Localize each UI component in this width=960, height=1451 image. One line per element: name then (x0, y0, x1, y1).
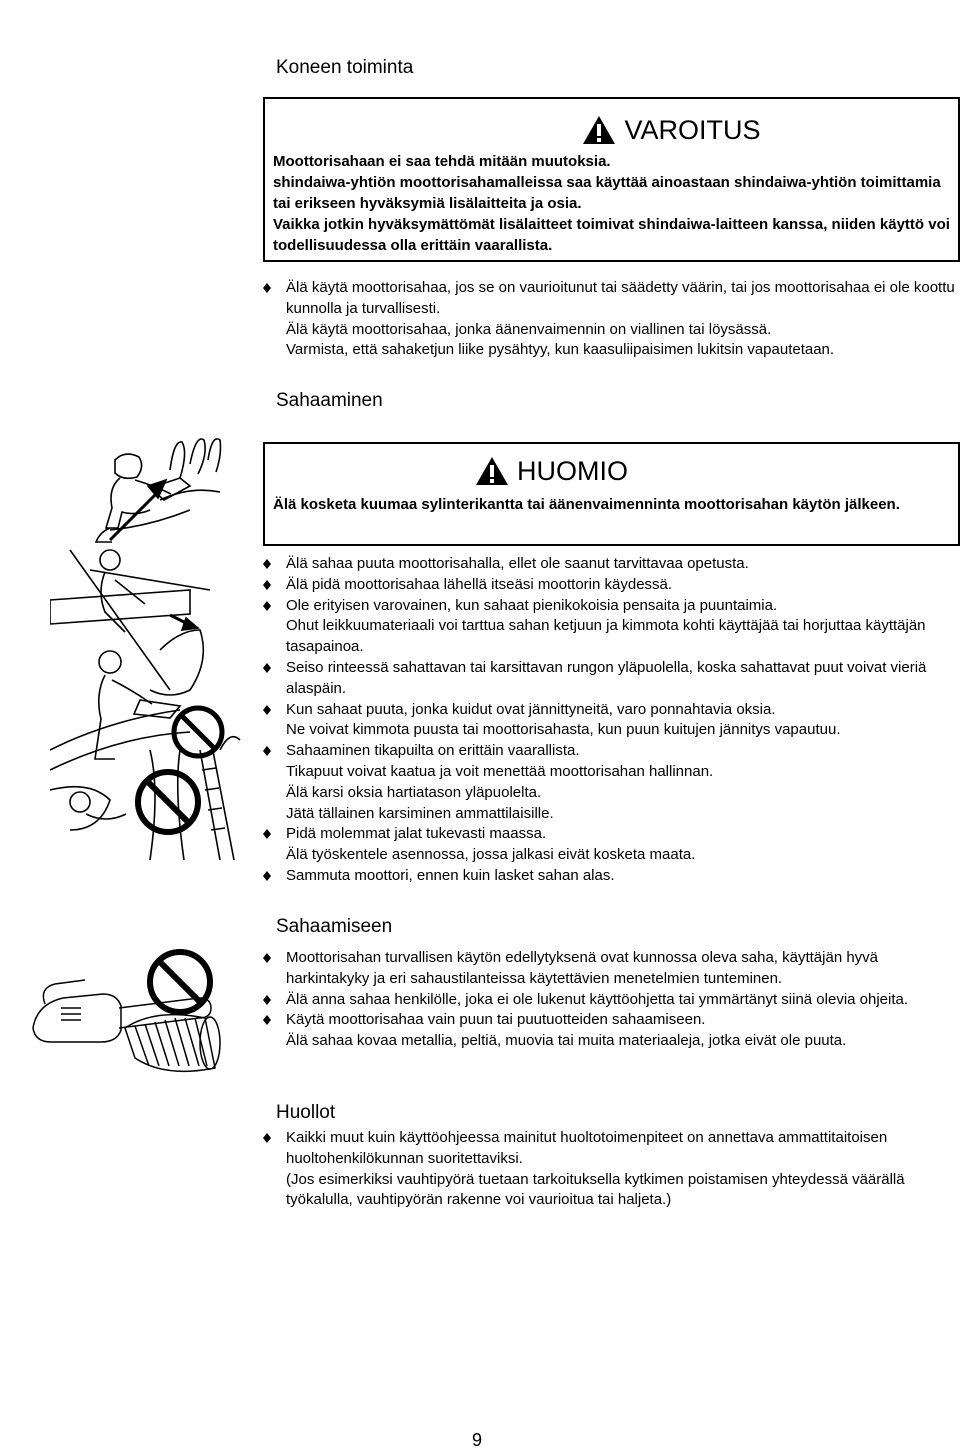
bullet-list-huollot (262, 1128, 960, 1211)
list-item-text: Älä anna sahaa henkilölle, joka ei ole lukenut käyttöohjetta tai ymmärtänyt siinä olevia ohjeita. (286, 990, 909, 1008)
list-item-text: Sammuta moottori, ennen kuin lasket sahan alas. (286, 866, 615, 884)
diamond-bullet-icon (262, 828, 272, 840)
list-item-continuation: Ohut leikkuumateriaali voi tarttua sahan ketjuun ja kimmota kohti käyttäjää tai horjuttaa käyttäjän tasapainoa. (286, 617, 926, 656)
prohibition-icon (150, 952, 210, 1012)
list-item (262, 990, 960, 1011)
section-title-koneen-toiminta: Koneen toiminta (276, 57, 414, 78)
warning-line: shindaiwa-yhtiön moottorisahamalleissa saa käyttää ainoastaan shindaiwa-yhtiön toimittamia tai erikseen hyväksymiä lisälaitteita ja osia. (273, 174, 941, 212)
list-item-text: Kun sahaat puuta, jonka kuidut ovat jännittyneitä, varo ponnahtavia oksia. (286, 700, 776, 718)
list-item-continuation: Ne voivat kimmota puusta tai moottorisahasta, kun puun kuitujen jännitys vapautuu. (286, 721, 841, 739)
section-title-sahaamiseen: Sahaamiseen (276, 916, 393, 937)
list-item-text: Käytä moottorisahaa vain puun tai puutuotteiden sahaamiseen. (286, 1011, 706, 1029)
bullet-list-sahaamiseen (262, 948, 960, 1052)
list-item-continuation: Jätä tällainen karsiminen ammattilaisille. (286, 804, 554, 822)
list-item-continuation: Älä käytä moottorisahaa, jonka äänenvaimennin on viallinen tai löysässä. (286, 320, 772, 338)
diamond-bullet-icon (262, 558, 272, 570)
list-item (262, 575, 960, 596)
diamond-bullet-icon (262, 579, 272, 591)
list-item-continuation: Älä sahaa kovaa metallia, peltiä, muovia tai muita materiaaleja, jotka eivät ole puuta. (286, 1032, 847, 1050)
section-title-sahaaminen: Sahaaminen (276, 390, 383, 411)
list-item-continuation: (Jos esimerkiksi vauhtipyörä tuetaan tarkoituksella kytkimen poistamisen yhteydessä väärällä työkalulla, vauhtipyörän rakenne voi vaurioitua tai haljeta.) (286, 1170, 905, 1209)
caution-heading-text: HUOMIO (517, 456, 628, 486)
caution-box (263, 442, 960, 546)
warning-box (263, 97, 960, 262)
list-item (262, 596, 960, 658)
warning-triangle-icon (582, 115, 616, 145)
list-item (262, 554, 960, 575)
list-item (262, 1010, 960, 1052)
list-item-text: Älä pidä moottorisahaa lähellä itseäsi moottorin käydessä. (286, 575, 673, 593)
list-item (262, 948, 960, 990)
list-item (262, 700, 960, 742)
warning-line: Vaikka jotkin hyväksymättömät lisälaitteet toimivat shindaiwa-laitteen kanssa, niiden käyttö voi todellisuudessa olla erittäin vaarallista. (273, 216, 950, 254)
list-item-continuation: Älä karsi oksia hartiatason yläpuolelta. (286, 783, 542, 801)
bullet-list-sahaaminen (262, 554, 960, 887)
list-item-text: Seiso rinteessä sahattavan tai karsittavan rungon yläpuolella, koska sahattavat puut voivat vieriä alaspäin. (286, 658, 927, 697)
diamond-bullet-icon (262, 662, 272, 674)
list-item (262, 741, 960, 824)
diamond-bullet-icon (262, 870, 272, 882)
sawing-safety-illustration (50, 430, 255, 860)
prohibition-icon (138, 772, 198, 832)
list-item (262, 866, 960, 887)
list-item-text: Älä käytä moottorisahaa, jos se on vaurioitunut tai säädetty väärin, tai jos moottorisahaa ei ole koottu kunnolla ja turvallisesti. (286, 279, 955, 317)
list-item-text: Ole erityisen varovainen, kun sahaat pienikokoisia pensaita ja puuntaimia. (286, 596, 778, 614)
diamond-bullet-icon (262, 600, 272, 612)
warning-heading-text: VAROITUS (624, 115, 761, 145)
warning-triangle-icon (475, 456, 509, 486)
page-number: 9 (472, 1430, 483, 1450)
diamond-bullet-icon (262, 704, 272, 716)
diamond-bullet-icon (262, 745, 272, 757)
list-item-text: Sahaaminen tikapuilta on erittäin vaarallista. (286, 742, 580, 760)
list-item (262, 824, 960, 866)
list-item-continuation: Tikapuut voivat kaatua ja voit menettää moottorisahan hallinnan. (286, 762, 714, 780)
diamond-bullet-icon (262, 1132, 272, 1144)
diamond-bullet-icon (262, 952, 272, 964)
caution-text: Älä kosketa kuumaa sylinterikantta tai äänenvaimenninta moottorisahan käytön jälkeen. (273, 496, 900, 513)
chainsaw-cutting-pipe-illustration (25, 948, 250, 1078)
list-item-text: Älä sahaa puuta moottorisahalla, ellet ole saanut tarvittavaa opetusta. (286, 555, 749, 572)
diamond-bullet-icon (262, 1014, 272, 1026)
section-title-huollot: Huollot (276, 1102, 336, 1123)
list-item (262, 278, 960, 361)
list-item-text: Moottorisahan turvallisen käytön edellytyksenä ovat kunnossa oleva saha, käyttäjän hyvä harkintakyky ja eri sahaustilanteissa käytettävien menetelmien tunteminen. (286, 949, 879, 987)
list-item (262, 1128, 960, 1211)
bullet-list-koneen-toiminta (262, 278, 960, 361)
list-item-continuation: Älä työskentele asennossa, jossa jalkasi eivät kosketa maata. (286, 846, 696, 864)
list-item (262, 658, 960, 700)
diamond-bullet-icon (262, 282, 272, 294)
list-item-continuation: Varmista, että sahaketjun liike pysähtyy, kun kaasuliipaisimen lukitsin vapautetaan. (286, 341, 835, 359)
list-item-text: Kaikki muut kuin käyttöohjeessa mainitut huoltotoimenpiteet on annettava ammattitaitoisen huoltohenkilökunnan suoritettaviksi. (286, 1129, 888, 1167)
warning-line: Moottorisahaan ei saa tehdä mitään muutoksia. (273, 153, 611, 170)
diamond-bullet-icon (262, 994, 272, 1006)
caution-heading (153, 456, 950, 486)
warning-heading (393, 115, 950, 145)
list-item-text: Pidä molemmat jalat tukevasti maassa. (286, 825, 547, 843)
